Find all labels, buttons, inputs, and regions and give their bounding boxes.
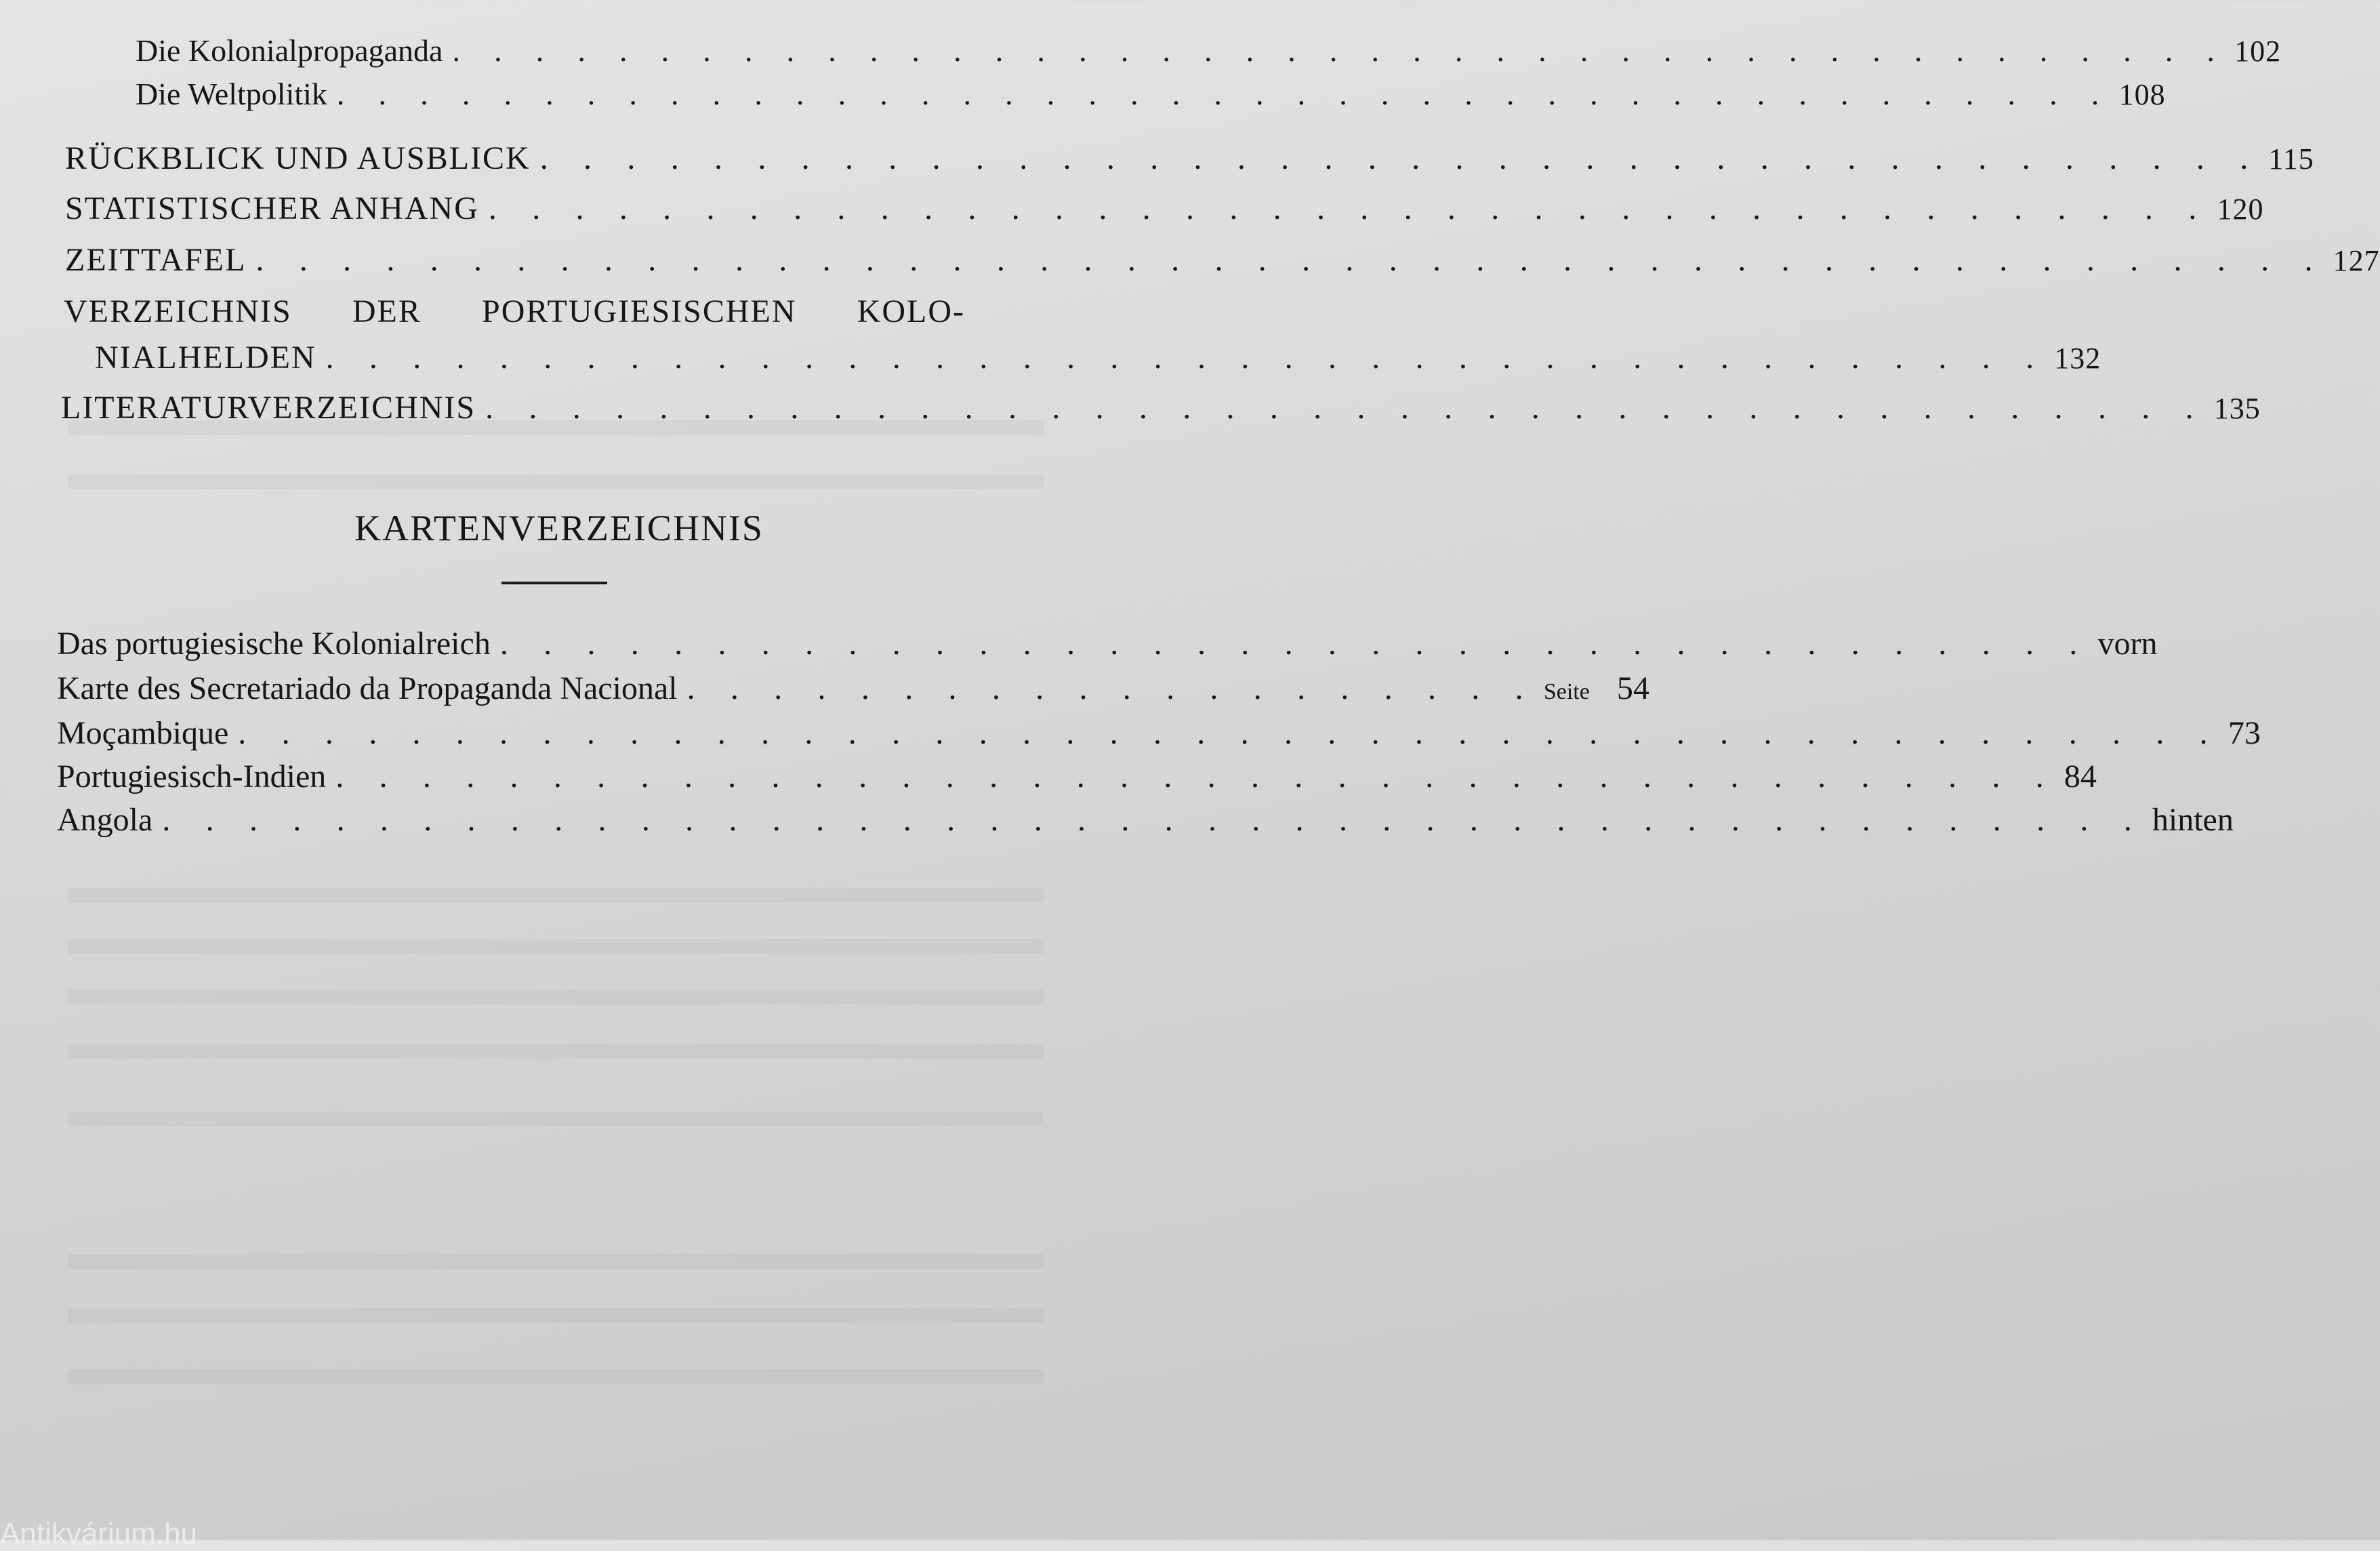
- dot-leader: . . . . . . . . . . . . . . . . . . . . . . . . . . . . . . . . . . . . .: [499, 626, 2091, 662]
- page-prefix: Seite: [1543, 679, 1590, 704]
- show-through-line: [68, 1369, 1044, 1384]
- toc-entry-rueckblick[interactable]: [65, 140, 2314, 177]
- toc-page-number: 115: [2268, 142, 2314, 176]
- show-through-line: [68, 888, 1044, 903]
- map-entry-label: Portugiesisch-Indien: [57, 759, 327, 794]
- watermark: Antikvárium.hu: [0, 1517, 198, 1550]
- dot-leader: . . . . . . . . . . . . . . . . . . . . . . . . . . . . . . . . . . . . . . . . . . . . . .: [238, 715, 2221, 751]
- toc-entry-label: Die Weltpolitik: [136, 77, 327, 111]
- map-entry-kolonialreich[interactable]: [57, 625, 2158, 662]
- toc-word: VERZEICHNIS: [64, 294, 292, 329]
- toc-entry-heroes-line1[interactable]: [64, 293, 965, 330]
- toc-page-number: 135: [2213, 392, 2261, 425]
- show-through-line: [68, 1112, 1044, 1127]
- toc-entry-statistischer-anhang[interactable]: [65, 190, 2264, 227]
- map-entry-label: Karte des Secretariado da Propaganda Nacional: [57, 670, 678, 706]
- map-page-ref: 54: [1616, 670, 1649, 706]
- dot-leader: . . . . . . . . . . . . . . . . . . . . . . . . . . . . . . . . . . . . . . . . . . .: [336, 77, 2112, 111]
- toc-entry-label: LITERATURVERZEICHNIS: [61, 390, 476, 426]
- toc-entry-label: RÜCKBLICK UND AUSBLICK: [65, 140, 531, 176]
- map-entry-portugiesisch-indien[interactable]: [57, 758, 2097, 795]
- dot-leader: . . . . . . . . . . . . . . . . . . . . . . . . . . . . . . . . . . . . . . . .: [325, 340, 2048, 376]
- dot-leader: . . . . . . . . . . . . . . . . . . . . . . . . . . . . . . . . . . . . . . . .: [539, 140, 2262, 176]
- toc-page-number: 108: [2118, 78, 2166, 111]
- toc-entry-label: ZEITTAFEL: [65, 242, 247, 278]
- map-page-ref: hinten: [2152, 802, 2234, 838]
- toc-entry-label: STATISTISCHER ANHANG: [65, 190, 479, 226]
- show-through-line: [68, 1044, 1044, 1059]
- dot-leader: . . . . . . . . . . . . . . . . . . . . . . . . . . . . . . . . . . . . . . . . . . .: [452, 33, 2228, 68]
- dot-leader: . . . . . . . . . . . . . . . . . . . . . . . . . . . . . . . . . . . . . . . .: [488, 190, 2211, 226]
- dot-leader: . . . . . . . . . . . . . . . . . . . . . . . . . . . . . . . . . . . . . . . .: [335, 759, 2057, 794]
- map-entry-label: Angola: [57, 802, 153, 838]
- toc-entry-label: NIALHELDEN: [95, 340, 316, 376]
- toc-entry-label: Die Kolonialpropaganda: [136, 33, 443, 68]
- toc-entry-heroes-line2[interactable]: [95, 339, 2101, 376]
- dot-leader: . . . . . . . . . . . . . . . . . . . . . . . . . . . . . . . . . . . . . . . . . . . . . . . .: [255, 242, 2326, 278]
- show-through-line: [68, 475, 1044, 489]
- toc-word: DER: [352, 294, 422, 329]
- show-through-line: [68, 1308, 1044, 1323]
- map-entry-secretariado[interactable]: [57, 670, 1649, 707]
- map-entry-label: Moçambique: [57, 715, 229, 751]
- toc-entry-kolonialpropaganda[interactable]: [136, 33, 2282, 68]
- show-through-line: [68, 990, 1044, 1005]
- map-page-ref: vorn: [2097, 626, 2158, 662]
- show-through-line: [68, 939, 1044, 954]
- toc-entry-zeittafel[interactable]: [65, 241, 2380, 279]
- toc-entry-literaturverzeichnis[interactable]: [61, 389, 2261, 426]
- dot-leader: . . . . . . . . . . . . . . . . . . . . . . . . . . . . . . . . . . . . . . . . . . . . . .: [162, 802, 2146, 838]
- toc-page-number: 127: [2333, 244, 2380, 277]
- toc-page-number: 120: [2217, 193, 2264, 226]
- map-entry-label: Das portugiesische Kolonialreich: [57, 626, 491, 662]
- toc-word: KOLO-: [857, 294, 965, 329]
- map-page-ref: 73: [2228, 715, 2261, 751]
- toc-page-number: 102: [2234, 35, 2282, 68]
- map-page-ref: 84: [2064, 759, 2097, 794]
- section-heading: KARTENVERZEICHNIS: [354, 508, 764, 548]
- dot-leader: . . . . . . . . . . . . . . . . . . . .: [686, 670, 1537, 706]
- show-through-line: [68, 1254, 1044, 1269]
- dot-leader: . . . . . . . . . . . . . . . . . . . . . . . . . . . . . . . . . . . . . . . .: [485, 390, 2207, 426]
- map-entry-angola[interactable]: [57, 801, 2234, 839]
- map-entry-mocambique[interactable]: [57, 714, 2261, 752]
- toc-word: PORTUGIESISCHEN: [482, 294, 797, 329]
- toc-page-number: 132: [2054, 342, 2101, 375]
- toc-entry-weltpolitik[interactable]: [136, 76, 2166, 112]
- heading-rule: [501, 582, 607, 584]
